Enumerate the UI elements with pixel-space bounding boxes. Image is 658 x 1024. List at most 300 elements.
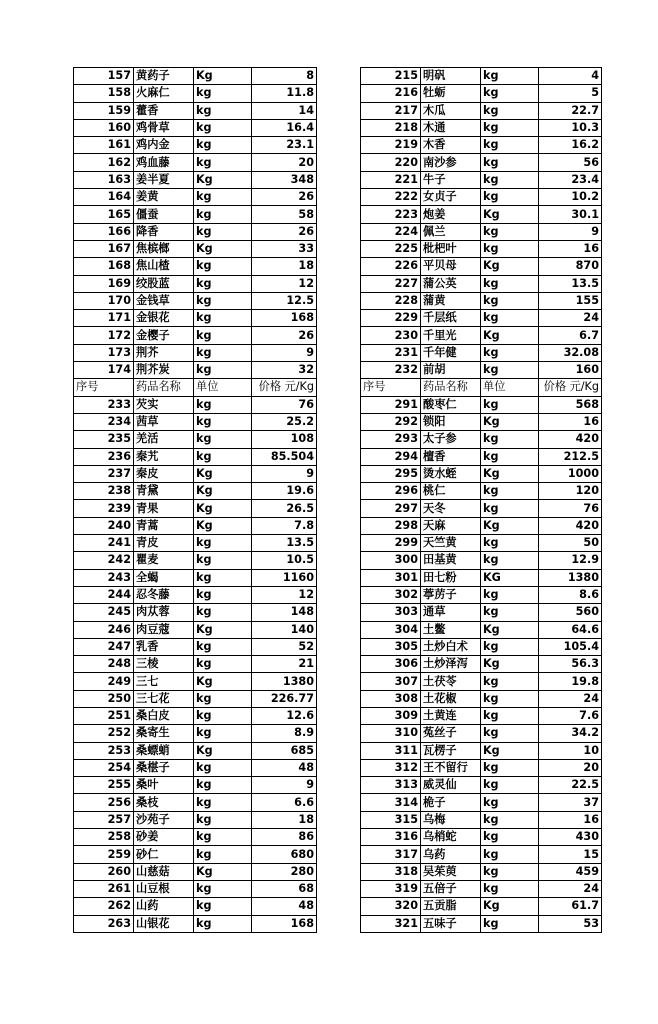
table-row bbox=[361, 829, 602, 846]
drug-name: 鸡内金 bbox=[134, 137, 194, 154]
drug-no: 237 bbox=[74, 465, 134, 482]
drug-name: 乌梅 bbox=[421, 811, 481, 828]
drug-name: 焦山楂 bbox=[134, 258, 194, 275]
drug-unit: kg bbox=[481, 240, 539, 257]
table-row bbox=[74, 552, 317, 569]
drug-name: 佩兰 bbox=[421, 223, 481, 240]
drug-no: 168 bbox=[74, 258, 134, 275]
drug-unit: Kg bbox=[481, 258, 539, 275]
drug-name: 绞股蓝 bbox=[134, 275, 194, 292]
drug-no: 306 bbox=[361, 656, 421, 673]
drug-unit: kg bbox=[481, 68, 539, 85]
table-row bbox=[74, 171, 317, 188]
drug-name: 乳香 bbox=[134, 638, 194, 655]
table-row bbox=[74, 102, 317, 119]
drug-price: 76 bbox=[539, 500, 602, 517]
table-row bbox=[74, 829, 317, 846]
drug-name: 平贝母 bbox=[421, 258, 481, 275]
drug-name: 五味子 bbox=[421, 915, 481, 932]
drug-price: 26.5 bbox=[252, 500, 317, 517]
drug-name: 姜半夏 bbox=[134, 171, 194, 188]
drug-name: 山慈菇 bbox=[134, 863, 194, 880]
drug-no: 216 bbox=[361, 85, 421, 102]
drug-price: 24 bbox=[539, 310, 602, 327]
drug-unit: Kg bbox=[481, 206, 539, 223]
drug-no: 163 bbox=[74, 171, 134, 188]
drug-price: 7.6 bbox=[539, 707, 602, 724]
header-no: 序号 bbox=[74, 379, 134, 396]
drug-price: 48 bbox=[252, 759, 317, 776]
drug-name: 火麻仁 bbox=[134, 85, 194, 102]
drug-price: 9 bbox=[252, 465, 317, 482]
drug-unit: Kg bbox=[194, 465, 252, 482]
drug-name: 牛子 bbox=[421, 171, 481, 188]
drug-price: 13.5 bbox=[539, 275, 602, 292]
drug-unit: kg bbox=[481, 154, 539, 171]
drug-unit: Kg bbox=[481, 327, 539, 344]
drug-unit: Kg bbox=[481, 742, 539, 759]
drug-no: 308 bbox=[361, 690, 421, 707]
drug-name: 葶苈子 bbox=[421, 586, 481, 603]
table-header-row bbox=[361, 379, 602, 396]
table-row bbox=[361, 431, 602, 448]
table-row bbox=[74, 586, 317, 603]
drug-unit: kg bbox=[194, 569, 252, 586]
drug-price: 1160 bbox=[252, 569, 317, 586]
drug-price: 10.2 bbox=[539, 189, 602, 206]
drug-no: 222 bbox=[361, 189, 421, 206]
drug-name: 土茯苓 bbox=[421, 673, 481, 690]
drug-no: 240 bbox=[74, 517, 134, 534]
drug-no: 219 bbox=[361, 137, 421, 154]
drug-no: 315 bbox=[361, 811, 421, 828]
drug-name: 桅子 bbox=[421, 794, 481, 811]
drug-price: 8.9 bbox=[252, 725, 317, 742]
drug-unit: kg bbox=[194, 725, 252, 742]
drug-unit: Kg bbox=[194, 673, 252, 690]
drug-price: 22.5 bbox=[539, 777, 602, 794]
drug-name: 山豆根 bbox=[134, 880, 194, 897]
drug-name: 吴茱萸 bbox=[421, 863, 481, 880]
drug-unit: kg bbox=[481, 829, 539, 846]
drug-unit: kg bbox=[194, 846, 252, 863]
drug-price: 12 bbox=[252, 275, 317, 292]
drug-price: 48 bbox=[252, 898, 317, 915]
drug-unit: kg bbox=[194, 586, 252, 603]
drug-name: 通草 bbox=[421, 604, 481, 621]
drug-no: 167 bbox=[74, 240, 134, 257]
drug-name: 千里光 bbox=[421, 327, 481, 344]
drug-price: 33 bbox=[252, 240, 317, 257]
header-price: 价格 元/Kg bbox=[539, 379, 602, 396]
table-row bbox=[361, 292, 602, 309]
drug-unit: kg bbox=[194, 448, 252, 465]
drug-unit: kg bbox=[194, 915, 252, 932]
drug-price: 24 bbox=[539, 690, 602, 707]
drug-unit: kg bbox=[194, 154, 252, 171]
drug-name: 南沙参 bbox=[421, 154, 481, 171]
drug-no: 227 bbox=[361, 275, 421, 292]
drug-unit: kg bbox=[194, 638, 252, 655]
drug-price: 85.504 bbox=[252, 448, 317, 465]
drug-price: 168 bbox=[252, 310, 317, 327]
drug-name: 乌梢蛇 bbox=[421, 829, 481, 846]
drug-price: 160 bbox=[539, 362, 602, 379]
drug-price: 50 bbox=[539, 535, 602, 552]
drug-price: 140 bbox=[252, 621, 317, 638]
price-table-right bbox=[360, 67, 602, 933]
drug-price: 19.6 bbox=[252, 483, 317, 500]
drug-price: 26 bbox=[252, 223, 317, 240]
table-row bbox=[361, 154, 602, 171]
drug-price: 155 bbox=[539, 292, 602, 309]
table-row bbox=[361, 725, 602, 742]
table-row bbox=[74, 517, 317, 534]
table-row bbox=[361, 85, 602, 102]
drug-no: 303 bbox=[361, 604, 421, 621]
drug-name: 牡蛎 bbox=[421, 85, 481, 102]
drug-name: 三七花 bbox=[134, 690, 194, 707]
drug-price: 58 bbox=[252, 206, 317, 223]
table-row bbox=[361, 137, 602, 154]
header-name: 药品名称 bbox=[421, 379, 481, 396]
drug-price: 23.4 bbox=[539, 171, 602, 188]
drug-name: 枇杷叶 bbox=[421, 240, 481, 257]
drug-unit: Kg bbox=[194, 500, 252, 517]
drug-name: 女贞子 bbox=[421, 189, 481, 206]
table-row bbox=[74, 327, 317, 344]
table-row bbox=[74, 483, 317, 500]
drug-unit: kg bbox=[481, 638, 539, 655]
drug-no: 239 bbox=[74, 500, 134, 517]
table-row bbox=[361, 206, 602, 223]
table-row bbox=[74, 673, 317, 690]
drug-price: 120 bbox=[539, 483, 602, 500]
drug-unit: kg bbox=[481, 483, 539, 500]
drug-name: 田基黄 bbox=[421, 552, 481, 569]
drug-price: 10 bbox=[539, 742, 602, 759]
drug-unit: kg bbox=[194, 777, 252, 794]
drug-unit: kg bbox=[481, 431, 539, 448]
drug-price: 9 bbox=[252, 777, 317, 794]
drug-no: 299 bbox=[361, 535, 421, 552]
table-row bbox=[74, 880, 317, 897]
table-row bbox=[361, 465, 602, 482]
table-row bbox=[74, 707, 317, 724]
drug-no: 226 bbox=[361, 258, 421, 275]
drug-price: 280 bbox=[252, 863, 317, 880]
drug-name: 山药 bbox=[134, 898, 194, 915]
table-row bbox=[361, 517, 602, 534]
drug-price: 18 bbox=[252, 811, 317, 828]
drug-no: 258 bbox=[74, 829, 134, 846]
drug-no: 228 bbox=[361, 292, 421, 309]
drug-name: 姜黄 bbox=[134, 189, 194, 206]
drug-no: 242 bbox=[74, 552, 134, 569]
table-row bbox=[74, 846, 317, 863]
table-row bbox=[74, 154, 317, 171]
drug-no: 173 bbox=[74, 344, 134, 361]
drug-no: 316 bbox=[361, 829, 421, 846]
drug-price: 30.1 bbox=[539, 206, 602, 223]
drug-unit: Kg bbox=[194, 68, 252, 85]
drug-unit: kg bbox=[481, 604, 539, 621]
table-row bbox=[361, 275, 602, 292]
drug-price: 32 bbox=[252, 362, 317, 379]
drug-unit: Kg bbox=[194, 483, 252, 500]
drug-unit: kg bbox=[481, 535, 539, 552]
drug-price: 34.2 bbox=[539, 725, 602, 742]
table-row bbox=[361, 898, 602, 915]
table-row bbox=[74, 292, 317, 309]
table-row bbox=[361, 240, 602, 257]
drug-price: 56.3 bbox=[539, 656, 602, 673]
drug-name: 檀香 bbox=[421, 448, 481, 465]
drug-price: 10.3 bbox=[539, 119, 602, 136]
drug-price: 568 bbox=[539, 396, 602, 413]
drug-no: 312 bbox=[361, 759, 421, 776]
table-row bbox=[361, 586, 602, 603]
drug-name: 藿香 bbox=[134, 102, 194, 119]
drug-price: 560 bbox=[539, 604, 602, 621]
drug-unit: Kg bbox=[194, 171, 252, 188]
drug-name: 乌药 bbox=[421, 846, 481, 863]
drug-unit: kg bbox=[481, 171, 539, 188]
drug-no: 165 bbox=[74, 206, 134, 223]
drug-unit: kg bbox=[481, 915, 539, 932]
drug-no: 164 bbox=[74, 189, 134, 206]
drug-no: 221 bbox=[361, 171, 421, 188]
table-row bbox=[361, 638, 602, 655]
drug-price: 12.9 bbox=[539, 552, 602, 569]
drug-unit: kg bbox=[194, 829, 252, 846]
table-row bbox=[361, 223, 602, 240]
table-row bbox=[361, 777, 602, 794]
drug-unit: Kg bbox=[194, 621, 252, 638]
drug-no: 236 bbox=[74, 448, 134, 465]
drug-price: 8.6 bbox=[539, 586, 602, 603]
drug-name: 肉苁蓉 bbox=[134, 604, 194, 621]
drug-unit: kg bbox=[194, 431, 252, 448]
drug-no: 307 bbox=[361, 673, 421, 690]
drug-price: 1380 bbox=[252, 673, 317, 690]
drug-name: 三棱 bbox=[134, 656, 194, 673]
drug-no: 231 bbox=[361, 344, 421, 361]
table-row bbox=[74, 621, 317, 638]
drug-price: 430 bbox=[539, 829, 602, 846]
drug-price: 12.5 bbox=[252, 292, 317, 309]
drug-no: 174 bbox=[74, 362, 134, 379]
drug-name: 千年健 bbox=[421, 344, 481, 361]
drug-price: 13.5 bbox=[252, 535, 317, 552]
drug-unit: Kg bbox=[194, 863, 252, 880]
table-row bbox=[74, 759, 317, 776]
drug-unit: kg bbox=[481, 811, 539, 828]
drug-name: 桑叶 bbox=[134, 777, 194, 794]
table-row bbox=[361, 102, 602, 119]
table-row bbox=[361, 656, 602, 673]
drug-unit: kg bbox=[194, 656, 252, 673]
drug-unit: kg bbox=[194, 206, 252, 223]
table-row bbox=[74, 690, 317, 707]
table-row bbox=[74, 189, 317, 206]
drug-unit: kg bbox=[481, 552, 539, 569]
drug-name: 芡实 bbox=[134, 396, 194, 413]
drug-unit: Kg bbox=[481, 898, 539, 915]
drug-no: 232 bbox=[361, 362, 421, 379]
drug-name: 桑螵蛸 bbox=[134, 742, 194, 759]
table-row bbox=[74, 535, 317, 552]
table-left-body bbox=[74, 68, 317, 933]
drug-name: 青果 bbox=[134, 500, 194, 517]
drug-name: 木香 bbox=[421, 137, 481, 154]
drug-no: 248 bbox=[74, 656, 134, 673]
drug-price: 23.1 bbox=[252, 137, 317, 154]
drug-no: 313 bbox=[361, 777, 421, 794]
drug-price: 32.08 bbox=[539, 344, 602, 361]
header-no: 序号 bbox=[361, 379, 421, 396]
table-row bbox=[74, 448, 317, 465]
drug-no: 244 bbox=[74, 586, 134, 603]
drug-name: 天冬 bbox=[421, 500, 481, 517]
table-row bbox=[361, 310, 602, 327]
drug-name: 五贡脂 bbox=[421, 898, 481, 915]
drug-unit: KG bbox=[481, 569, 539, 586]
drug-price: 20 bbox=[539, 759, 602, 776]
drug-price: 6.6 bbox=[252, 794, 317, 811]
drug-no: 304 bbox=[361, 621, 421, 638]
table-row bbox=[74, 344, 317, 361]
drug-price: 14 bbox=[252, 102, 317, 119]
drug-price: 52 bbox=[252, 638, 317, 655]
table-row bbox=[74, 275, 317, 292]
drug-no: 229 bbox=[361, 310, 421, 327]
drug-name: 青黛 bbox=[134, 483, 194, 500]
table-row bbox=[361, 535, 602, 552]
table-row bbox=[361, 362, 602, 379]
drug-price: 53 bbox=[539, 915, 602, 932]
table-row bbox=[74, 915, 317, 932]
drug-no: 159 bbox=[74, 102, 134, 119]
drug-no: 160 bbox=[74, 119, 134, 136]
drug-name: 千层纸 bbox=[421, 310, 481, 327]
table-row bbox=[361, 448, 602, 465]
drug-unit: kg bbox=[481, 863, 539, 880]
drug-name: 蒲公英 bbox=[421, 275, 481, 292]
drug-name: 木通 bbox=[421, 119, 481, 136]
drug-unit: Kg bbox=[481, 621, 539, 638]
table-row bbox=[361, 171, 602, 188]
drug-name: 土花椒 bbox=[421, 690, 481, 707]
drug-no: 223 bbox=[361, 206, 421, 223]
drug-unit: kg bbox=[481, 362, 539, 379]
drug-no: 292 bbox=[361, 413, 421, 430]
drug-name: 桑枝 bbox=[134, 794, 194, 811]
drug-no: 172 bbox=[74, 327, 134, 344]
table-row bbox=[361, 258, 602, 275]
table-row bbox=[74, 742, 317, 759]
table-row bbox=[74, 465, 317, 482]
drug-no: 215 bbox=[361, 68, 421, 85]
table-row bbox=[361, 742, 602, 759]
drug-name: 砂仁 bbox=[134, 846, 194, 863]
drug-unit: kg bbox=[481, 137, 539, 154]
drug-unit: kg bbox=[481, 189, 539, 206]
drug-unit: kg bbox=[481, 880, 539, 897]
drug-name: 鸡血藤 bbox=[134, 154, 194, 171]
drug-unit: kg bbox=[194, 85, 252, 102]
drug-no: 301 bbox=[361, 569, 421, 586]
drug-name: 土炒白术 bbox=[421, 638, 481, 655]
drug-price: 20 bbox=[252, 154, 317, 171]
drug-name: 三七 bbox=[134, 673, 194, 690]
drug-no: 310 bbox=[361, 725, 421, 742]
drug-no: 246 bbox=[74, 621, 134, 638]
drug-unit: kg bbox=[194, 811, 252, 828]
drug-unit: kg bbox=[481, 85, 539, 102]
drug-no: 247 bbox=[74, 638, 134, 655]
drug-price: 19.8 bbox=[539, 673, 602, 690]
table-row bbox=[361, 863, 602, 880]
drug-no: 235 bbox=[74, 431, 134, 448]
drug-unit: kg bbox=[481, 707, 539, 724]
drug-name: 菟丝子 bbox=[421, 725, 481, 742]
drug-no: 157 bbox=[74, 68, 134, 85]
drug-unit: kg bbox=[481, 725, 539, 742]
drug-unit: kg bbox=[194, 690, 252, 707]
table-row bbox=[74, 604, 317, 621]
drug-price: 24 bbox=[539, 880, 602, 897]
drug-no: 158 bbox=[74, 85, 134, 102]
drug-unit: kg bbox=[481, 586, 539, 603]
drug-name: 王不留行 bbox=[421, 759, 481, 776]
drug-no: 220 bbox=[361, 154, 421, 171]
table-row bbox=[74, 656, 317, 673]
drug-no: 262 bbox=[74, 898, 134, 915]
drug-price: 12 bbox=[252, 586, 317, 603]
drug-name: 秦皮 bbox=[134, 465, 194, 482]
drug-no: 162 bbox=[74, 154, 134, 171]
drug-price: 18 bbox=[252, 258, 317, 275]
header-name: 药品名称 bbox=[134, 379, 194, 396]
table-row bbox=[74, 863, 317, 880]
drug-no: 253 bbox=[74, 742, 134, 759]
drug-name: 烫水蛭 bbox=[421, 465, 481, 482]
table-row bbox=[361, 690, 602, 707]
drug-name: 秦艽 bbox=[134, 448, 194, 465]
drug-price: 1000 bbox=[539, 465, 602, 482]
drug-price: 226.77 bbox=[252, 690, 317, 707]
drug-name: 砂姜 bbox=[134, 829, 194, 846]
table-row bbox=[74, 500, 317, 517]
drug-no: 255 bbox=[74, 777, 134, 794]
table-row bbox=[361, 880, 602, 897]
drug-unit: kg bbox=[194, 880, 252, 897]
drug-name: 鸡骨草 bbox=[134, 119, 194, 136]
drug-name: 荆芥炭 bbox=[134, 362, 194, 379]
drug-price: 56 bbox=[539, 154, 602, 171]
table-row bbox=[361, 119, 602, 136]
drug-no: 251 bbox=[74, 707, 134, 724]
table-row bbox=[74, 223, 317, 240]
drug-name: 羌活 bbox=[134, 431, 194, 448]
drug-price: 16 bbox=[539, 240, 602, 257]
drug-price: 420 bbox=[539, 431, 602, 448]
drug-name: 前胡 bbox=[421, 362, 481, 379]
drug-name: 炮姜 bbox=[421, 206, 481, 223]
table-row bbox=[361, 552, 602, 569]
drug-price: 16 bbox=[539, 413, 602, 430]
